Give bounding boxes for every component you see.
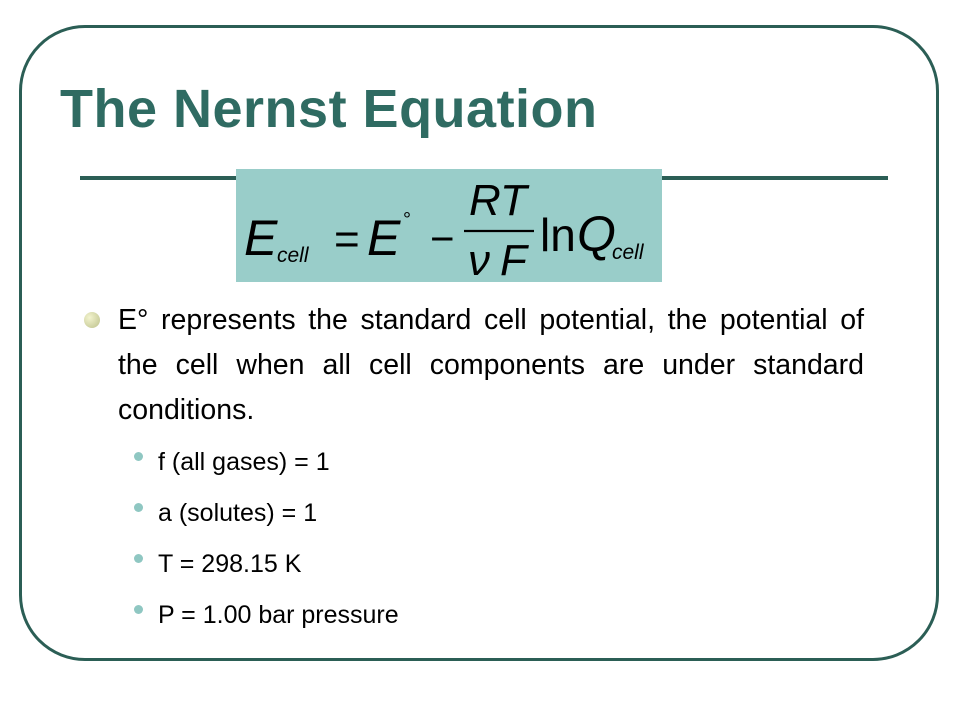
sub-bullet-dot-icon [134,503,143,512]
sub-bullet-text: P = 1.00 bar pressure [158,601,399,629]
eq-e-cell: E [244,210,278,266]
sub-bullet [84,544,864,595]
sub-bullet-text: T = 298.15 K [158,550,302,578]
main-bullet-text: E° represents the standard cell potential, the potential of the cell when all cell components are under standard conditions. [118,304,864,426]
bullet-dot-icon [84,312,100,328]
sub-bullet-dot-icon [134,452,143,461]
sub-bullet-dot-icon [134,605,143,614]
main-bullet [84,298,864,433]
eq-degree: ° [403,209,411,231]
bullet-list [84,298,864,646]
nernst-equation [236,169,662,282]
eq-q: Q [577,206,616,262]
eq-ln: ln [540,209,576,261]
sub-bullet-text: f (all gases) = 1 [158,448,330,476]
eq-minus: − [430,215,455,262]
eq-equals: = [334,215,360,264]
title-rule-right [660,176,888,180]
title-rule-left [80,176,240,180]
sub-bullet-dot-icon [134,554,143,563]
sub-bullet [84,442,864,493]
equation-graphic [236,169,662,282]
sub-bullet [84,595,864,646]
eq-q-subscript: cell [612,241,644,264]
eq-f: F [500,236,527,282]
eq-e-standard: E [367,210,401,266]
slide-title: The Nernst Equation [60,79,598,139]
eq-cell-subscript: cell [277,244,309,267]
sub-bullet [84,493,864,544]
sub-bullet-text: a (solutes) = 1 [158,499,318,527]
sub-bullet-list [84,442,864,646]
eq-nu: ν [468,236,490,282]
eq-numerator: RT [469,176,527,225]
